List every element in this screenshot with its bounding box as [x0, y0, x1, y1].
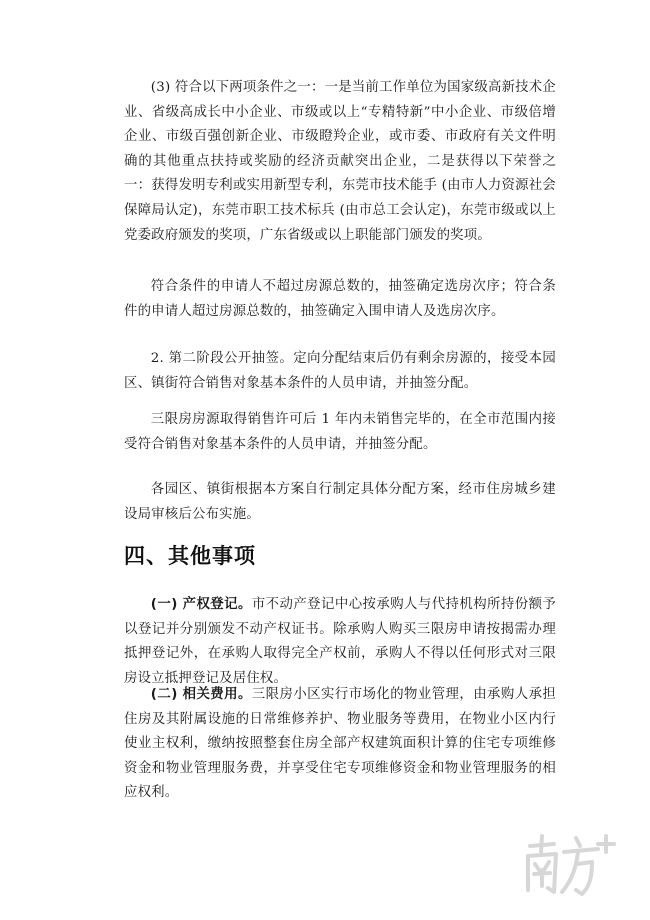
paragraph-text: 三限房房源取得销售许可后 1 年内未销售完毕的，在全市范围内接受符合销售对象基本条件的人员申请，并抽签分配。	[124, 412, 556, 452]
paragraph-text: 各园区、镇街根据本方案自行制定具体分配方案，经市住房城乡建设局审核后公布实施。	[124, 482, 556, 522]
watermark-logo-icon	[520, 832, 616, 900]
section-heading: 四、其他事项	[124, 544, 256, 568]
paragraph-text: 三限房小区实行市场化的物业管理，由承购人承担住房及其附属设施的日常维修养护、物业服务等费用，在物业小区内行使业主权利，缴纳按照整套住房全部产权建筑面积计算的住宅专项维修资金和物业管理服务费，并享受住宅专项维修资金和物业管理服务的相应权利。	[124, 687, 557, 801]
paragraph-condition-3	[124, 76, 556, 248]
paragraph-lottery-order	[124, 275, 556, 324]
paragraph-text: 符合条件的申请人不超过房源总数的，抽签确定选房次序；符合条件的申请人超过房源总数的，抽签确定入围申请人及选房次序。	[124, 279, 556, 319]
nanfang-plus-watermark-logo	[520, 832, 616, 900]
paragraph-citywide-sales	[124, 408, 556, 457]
paragraph-distribution-plan	[124, 478, 556, 527]
paragraph-property-registration	[124, 593, 556, 691]
paragraph-lead: (一) 产权登记。	[150, 597, 252, 612]
paragraph-text: (3) 符合以下两项条件之一：一是当前工作单位为国家级高新技术企业、省级高成长中小企业、市级或以上“专精特新”中小企业、市级倍增企业、市级百强创新企业、市级瞪羚企业，或市委、市政府有关文件明确的其他重点扶持或奖励的经济贡献突出企业，二是获得以下荣誉之一：获得发明专利或实用新型专利，东莞市技术能手 (由市人力资源社会保障局认定)，东莞市职工技术标兵 (由市总工会认定)，东莞市级或以上党委政府颁发的奖项，广东省级或以上职能部门颁发的奖项。	[124, 80, 556, 243]
paragraph-text: 2. 第二阶段公开抽签。定向分配结束后仍有剩余房源的，接受本园区、镇街符合销售对象基本条件的人员申请，并抽签分配。	[124, 351, 556, 391]
paragraph-related-fees	[124, 683, 556, 806]
paragraph-lead: (二) 相关费用。	[150, 687, 252, 702]
paragraph-text: 市不动产登记中心按承购人与代持机构所持份额予以登记并分别颁发不动产权证书。除承购人购买三限房申请按揭需办理抵押登记外，在承购人取得完全产权前，承购人不得以任何形式对三限房设立抵押登记及居住权。	[124, 597, 557, 686]
paragraph-second-stage	[124, 347, 556, 396]
